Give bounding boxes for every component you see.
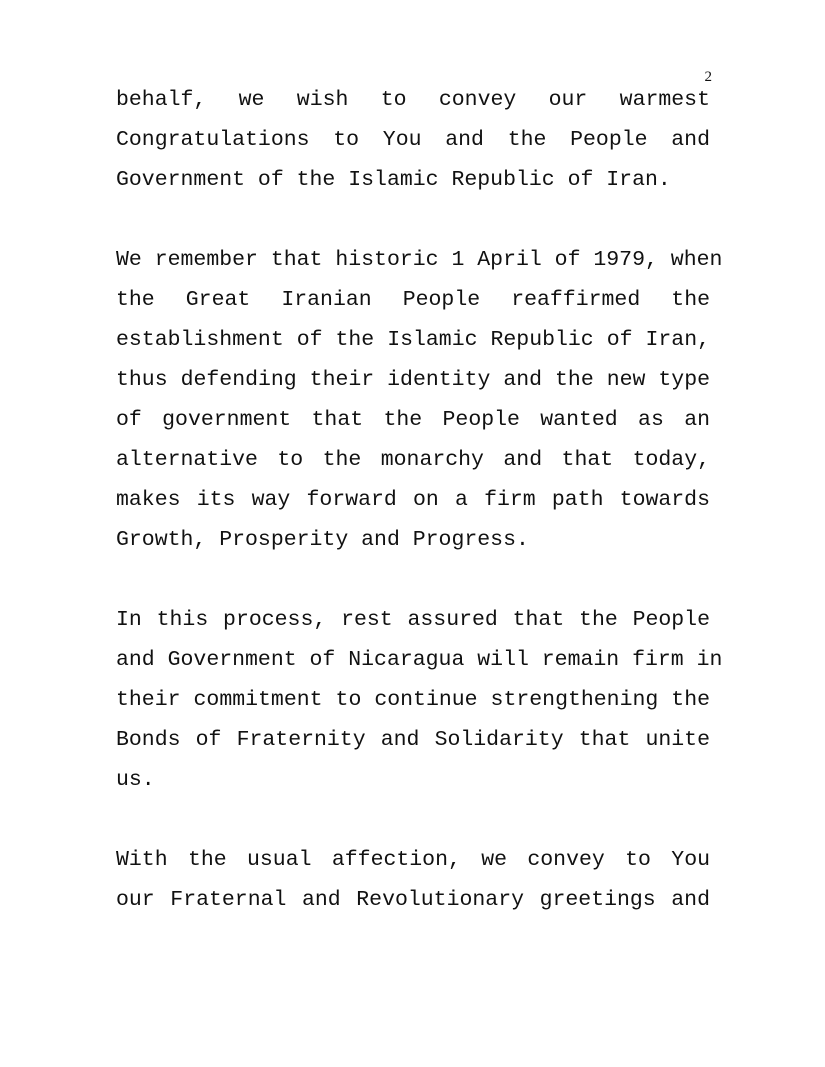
text-line: In this process, rest assured that the People [116,608,710,632]
text-line: behalf, we wish to convey our warmest [116,88,710,112]
text-line: alternative to the monarchy and that today, [116,448,710,472]
text-line: Congratulations to You and the People and [116,128,710,152]
text-line: their commitment to continue strengthening the [116,688,710,712]
paragraph-commitment [116,600,723,800]
paragraph-remembrance [116,240,723,560]
text-line: us. [116,768,155,792]
text-line: and Government of Nicaragua will remain firm in [116,648,723,672]
text-line: Bonds of Fraternity and Solidarity that unite [116,728,710,752]
text-line: We remember that historic 1 April of 1979, when [116,248,723,272]
text-line: Government of the Islamic Republic of Iran. [116,168,671,192]
paragraph-congratulations [116,80,710,200]
text-line: the Great Iranian People reaffirmed the [116,288,710,312]
text-line: of government that the People wanted as an [116,408,710,432]
page-number: 2 [704,69,712,85]
paragraph-greetings [116,840,710,920]
text-line: With the usual affection, we convey to You [116,848,710,872]
text-line: establishment of the Islamic Republic of Iran, [116,328,710,352]
text-line: our Fraternal and Revolutionary greetings and [116,888,710,912]
text-line: makes its way forward on a firm path towards [116,488,710,512]
text-line: Growth, Prosperity and Progress. [116,528,529,552]
text-line: thus defending their identity and the new type [116,368,710,392]
letter-body [116,80,723,960]
